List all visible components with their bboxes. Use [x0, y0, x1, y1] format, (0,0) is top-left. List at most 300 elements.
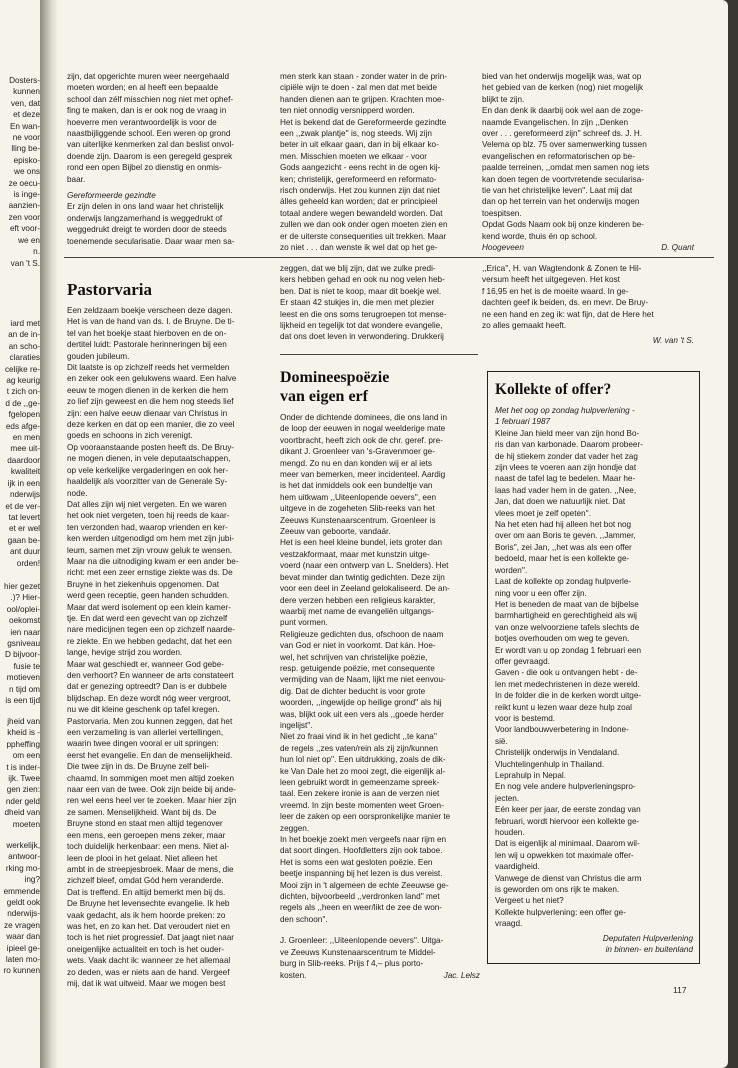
text-line: eerst het evangelie. En dan de menselijkheid. — [67, 750, 233, 760]
kollekte-signature-2: in binnen- en buitenland — [605, 945, 693, 955]
text-line: antwoor- — [8, 852, 40, 862]
text-line: Bruyne stond en staat men altijd tegenover — [67, 819, 223, 829]
text-line: paalde terreinen, ,,omdat men samen nog iets — [482, 163, 650, 173]
text-line: versum heeft het uitgegeven. Het kost — [482, 275, 620, 285]
pastorvaria-column-3 — [482, 263, 694, 347]
text-line: ipieel ge- — [6, 943, 40, 953]
pastorvaria-column-1 — [67, 305, 271, 989]
text-line: Vergeet u het niet? — [495, 896, 564, 906]
text-line: kend worde, thuis én op school. — [482, 231, 598, 241]
text-line: taal. Een zekere ironie is aan de verzen niet — [280, 789, 440, 799]
text-line: Laat de kollekte op zondag hulpverle- — [495, 577, 632, 587]
text-line: Boris'', zei Jan, ,,het was als een offer — [495, 542, 632, 552]
text-line: node. — [67, 488, 88, 498]
domineespoezie-title-line1: Domineespoëzie — [280, 369, 390, 386]
text-line: den verhoort? En wanneer de arts constateert — [67, 671, 234, 680]
text-line: ro kunnen — [3, 966, 40, 976]
text-line: Velema op blz. 75 over samenwerking tussen — [482, 140, 647, 150]
text-line: richt: met een zeer ernstige ziekte was ds. De — [67, 568, 233, 578]
text-line: Maar na die uitnodiging kwam er een ander be- — [67, 556, 239, 566]
text-line: werd geen receptie, geen handen schudden. — [67, 591, 230, 601]
text-line: 1 februari 1987 — [495, 417, 551, 427]
text-line: En nog vele andere hulpverleningspro- — [495, 782, 636, 792]
text-line: meer van bemerken, meer incidenteel. Aardig — [280, 470, 446, 480]
text-line: op vele kerkelijke vergaderingen en ook her- — [67, 465, 229, 475]
text-line: den schoon''. — [280, 914, 328, 924]
text-line: gouden jubileum. — [67, 351, 130, 361]
text-line: Op vooraanstaande posten heeft ds. De Bruy- — [67, 442, 235, 452]
text-line: dertitel luidt: Pastorale herinneringen bij een — [67, 340, 227, 350]
text-line: dan op het terrein van het onderwijs mogen — [482, 197, 640, 207]
text-line: over . . . gereformeerd zijn'' schreef ds. J. H. — [482, 129, 643, 139]
text-line: zullen we dan ook onder ogen moeten zien en — [280, 220, 448, 230]
text-line: vlees moet je zelf opeten''. — [495, 508, 591, 518]
left-fragment-bottom2 — [0, 716, 40, 830]
text-line: álles geheeld kan worden; dat er principieel — [280, 197, 438, 207]
text-line: zeggen. — [280, 823, 310, 833]
text-line: Dat alles zijn wij niet vergeten. En we waren — [67, 499, 227, 509]
top-column-2 — [280, 71, 480, 254]
text-line: eds afge- — [5, 421, 40, 431]
text-line: tje. En dat werd een gevecht van op zichzelf — [67, 613, 228, 623]
text-line: voor een deel in Zeeland gelokaliseerd. De an- — [280, 584, 450, 594]
text-line: dikant J. Groenleer van 's-Gravenmoer ge- — [280, 447, 435, 457]
text-line: Er wordt van u op zondag 1 februari een — [495, 645, 642, 655]
text-line: beetje inspanning bij het lezen is dus vereist. — [280, 869, 443, 879]
text-line: et deze — [13, 110, 40, 120]
text-line: dat ons doet leven in verwondering. Drukkerij — [280, 332, 444, 342]
text-line: Dosters- — [9, 76, 40, 85]
text-line: resp. getuigende poëzie, met consequente — [280, 663, 435, 673]
text-line: zijn: een halve eeuw dienaar van Christus in — [67, 408, 228, 418]
text-line: dat er genezing optreedt? Dan is er dubbele — [67, 682, 227, 692]
text-line: aanzien- — [8, 201, 40, 211]
text-line: chaamd. In sommigen moet men altijd zoeken — [67, 773, 235, 783]
text-line: regels als ,,heen en weer/likt de zee de won- — [280, 903, 443, 913]
text-line: reikt kunt u lezen waar deze hulp zoal — [495, 702, 632, 712]
text-line: Onder de dichtende dominees, die ons land in — [280, 413, 448, 422]
text-line: er de uiterste consequenties uit trekken. Maar — [280, 231, 447, 241]
text-line: weggedrukt dreigt te worden door de steeds — [67, 225, 227, 235]
text-line: rking mo- — [5, 863, 40, 873]
text-line: Dat is eigenlijk al minimaal. Daarom wil- — [495, 839, 640, 849]
text-line: en zeker ook een gelukwens waard. Een halve — [67, 374, 237, 384]
text-line: dichten, bijvoorbeeld ,,verdronken land'' met — [280, 892, 440, 902]
text-line: leer de zaken op een oorspronkelijke manier te — [280, 812, 451, 822]
text-line: En dan denk ik daarbij ook wel aan de zoge- — [482, 106, 644, 116]
text-line: een ,,zwak plantje'' is, nog steeds. Wij zijn — [280, 129, 432, 139]
text-line: tel van het boekje staat hierboven en de on- — [67, 328, 227, 338]
text-line: Het is van de hand van ds. I. de Bruyne. De ti- — [67, 317, 235, 327]
text-line: Maar dat werd isolement op een klein kamer- — [67, 602, 231, 612]
text-line: dheid van — [4, 808, 40, 818]
text-line: Die twee zijn in ds. De Bruyne zelf beli- — [67, 762, 209, 772]
text-line: zichzelf bleef, omdat Gód hem veranderde. — [67, 876, 224, 886]
text-line: zo lief zijn geweest en die hem nog steeds lief — [67, 397, 234, 407]
text-line: februari, wordt hiervoor een kollekte ge- — [495, 816, 640, 826]
text-line: Jan, dat doen we natuurlijk niet. Dat — [495, 497, 626, 507]
text-line: ambt in de streepjesbroek. Maar de mens, die — [67, 864, 234, 874]
text-line: waarin twee dingen vooral er uit springen: — [67, 739, 219, 749]
text-line: we ons — [14, 167, 40, 177]
text-line: cipiële wijn te doen - zal men dat met beide — [280, 83, 438, 93]
text-line: leen gebruikt wordt in gemeenzame spreek- — [280, 778, 440, 787]
text-line: haaldelijk als voorzitter van de Generale Sy- — [67, 477, 228, 487]
text-line: et er wel — [9, 524, 40, 534]
text-line: oekomst — [9, 616, 40, 626]
text-line: men. Misschien moeten we elkaar - voor — [280, 151, 427, 161]
text-line: bied van het onderwijs mogelijk was, wat op — [482, 72, 642, 81]
text-line: vraagd. — [495, 919, 523, 929]
text-line: doende zijn. Daarom is een geregeld gesprek — [67, 151, 233, 161]
text-line: mengd. Zo nu en dan konden wij er al iets — [280, 458, 433, 468]
text-line: nderwijs- — [7, 909, 40, 919]
text-line: geldt ook — [6, 898, 40, 908]
text-line: voor is bestemd. — [495, 713, 556, 723]
text-line: houden. — [495, 828, 525, 838]
text-line: is het dat inmiddels ook een bundeltje van — [280, 481, 433, 491]
text-line: ijk. Twee — [8, 774, 40, 784]
pastorvaria-signature: W. van 't S. — [652, 336, 694, 346]
text-line: een mens, een geroepen mens zeker, maar — [67, 830, 226, 840]
domineespoezie-last-word: kosten. — [280, 970, 307, 980]
text-line: blijdschap. En deze wordt nóg weer vergroot, — [67, 693, 231, 703]
text-line: handen dienen aan te grijpen. Krachten moe- — [280, 94, 445, 104]
domineespoezie-signature: Jac. Lelsz — [443, 970, 480, 980]
text-line: deze kerken en dat op een manier, die zo veel — [67, 420, 235, 430]
text-line: len met medechristenen in deze wereld. — [495, 679, 640, 689]
text-line: Gaven - die ook u ontvangen hebt - de- — [495, 668, 638, 678]
text-line: bevat minder dan twintig gedichten. Deze zijn — [280, 572, 445, 582]
domineespoezie-signature-line — [280, 970, 480, 981]
text-line: ze vragen — [4, 920, 40, 930]
text-line: rond een open Bijbel zo dienstig en onmis- — [67, 163, 222, 173]
text-line: toch is het niet progressief. Dat jaagt niet naar — [67, 933, 235, 943]
text-line: Maar wat geschiedt er, wanneer God gebe- — [67, 659, 225, 669]
text-line: ze samen. Menselijkheid. Want bij ds. De — [67, 807, 217, 817]
text-line: lange, hevige strijd zou worden. — [67, 648, 183, 658]
text-line: daardoor — [7, 455, 40, 465]
text-line: vreemd. In zijn beste momenten weet Groen- — [280, 800, 444, 810]
text-line: de loop der eeuwen in nogal weelderige mate — [280, 424, 446, 434]
text-line: .)? Hier- — [10, 593, 40, 603]
text-line: mij, dat ik wat uitweid. Maar we mogen best — [67, 978, 226, 988]
text-line: kan doen tegen de voortvretende secularisa- — [482, 174, 645, 184]
text-line: ning voor u een offer zijn. — [495, 588, 587, 598]
text-line: re ziekte. En we hebben gedacht, dat het een — [67, 636, 232, 646]
text-line: mee uit- — [10, 444, 40, 454]
text-line: van God er niet in voorkomt. Dat kán. Hoe- — [280, 641, 436, 651]
left-fragment-bottom3 — [0, 840, 40, 977]
text-line: kers hebben gehad en ook nu nog velen heb- — [280, 275, 445, 285]
text-line: school dan zélf misschien nog niet met ophef- — [67, 94, 234, 104]
text-line: eeuw te mogen dienen in de kerken die hem — [67, 385, 229, 395]
text-line: worden''. — [495, 565, 528, 575]
text-line: beter in uit elkaar gaan, dan in bij elkaar ko- — [280, 140, 439, 150]
text-line: Mooi zijn in 't algemeen de echte Zeeuwse ge- — [280, 880, 449, 890]
text-line: ant duur — [9, 547, 40, 557]
text-line: een verzameling is van allerlei vertellingen, — [67, 728, 224, 738]
text-line: iard met — [10, 319, 40, 328]
text-line: Voor landbouwverbetering in Indone- — [495, 725, 629, 735]
top-column-3 — [482, 71, 694, 254]
text-line: en men — [12, 433, 40, 443]
text-line: naar een van de twee. Ook zijn beide bij ande- — [67, 785, 236, 795]
text-line: leest en die ons soms terugroepen tot mense- — [280, 309, 447, 319]
text-line: ne een hand en zeg ik: wat fijn, dat de Here het — [482, 309, 654, 319]
text-line: kunnen — [13, 87, 40, 97]
text-line: onderwijs langzamerhand is weggedrukt of — [67, 213, 223, 223]
kollekte-body — [495, 405, 693, 956]
text-line: emmende — [3, 886, 40, 896]
text-line: ben. Dat is niet te koop, maar dit boekje wel. — [280, 286, 442, 296]
text-line: offer gevraagd. — [495, 656, 550, 666]
text-line: ,,Erica'', H. van Wagtendonk & Zonen te Hil- — [482, 264, 642, 273]
text-line: zo niet . . . dan wenste ik wel dat op het ge- — [280, 243, 438, 253]
text-line: ing? — [24, 875, 40, 885]
pastorvaria-title: Pastorvaria — [67, 280, 152, 299]
text-line: Vanwege de dienst van Christus die arm — [495, 873, 642, 883]
text-line: lling be- — [11, 144, 40, 154]
text-line: hem uitkwam ,,Uiteenlopende oevers'', een — [280, 492, 437, 502]
text-line: nder geld — [5, 796, 40, 806]
text-line: wel, het schrijven van christelijke poëzie, — [280, 652, 428, 662]
text-line: werkelijk, — [6, 841, 40, 850]
text-line: tie van het christelijke leven''. Laat mij dat — [482, 186, 633, 196]
page-gutter — [40, 0, 58, 1068]
text-line: naast de tafel lag te bedelen. Maar he- — [495, 474, 636, 484]
text-line: voerd (naar een ontwerp van L. Snelders). Het — [280, 561, 449, 571]
text-line: Na het eten had hij alleen het bot nog — [495, 520, 632, 530]
text-line: is geworden om ons rijk te maken. — [495, 885, 620, 895]
text-line: Het is beneden de maat van de bijbelse — [495, 599, 639, 609]
text-line: hoeverre men verantwoordelijk is voor de — [67, 117, 217, 127]
text-line: Gods aangezicht - eens recht in de ogen kij- — [280, 163, 441, 173]
text-line: gsniveau — [7, 639, 40, 649]
text-line: Christelijk onderwijs in Vendaland. — [495, 748, 620, 758]
domineespoezie-title-line2: van eigen erf — [280, 388, 368, 405]
text-line: Dat is treffend. En altijd bemerkt men bij ds. — [67, 887, 226, 897]
text-line: jecten. — [495, 793, 520, 803]
text-line: ne mogen dienen, in vele deputaatschappen, — [67, 454, 231, 464]
text-line: motieven — [6, 673, 40, 683]
text-line: zo alles gemaakt heeft. — [482, 321, 567, 331]
text-line: men sterk kan staan - zonder water in de prin- — [280, 72, 448, 81]
text-line: hier gezet — [4, 582, 40, 591]
text-line: waarbij met name de evangeliën uitgangs- — [280, 606, 434, 616]
text-line: we en — [18, 235, 40, 245]
text-line: goeds en schoons in zich verenigt. — [67, 431, 193, 441]
text-line: toenemende secularisatie. Daar waar men sa- — [67, 236, 235, 246]
text-line: van 't S. — [10, 258, 40, 268]
text-line: zijn vlees te voeren aan zijn hondje dat — [495, 463, 637, 473]
text-line: tat levert — [8, 512, 40, 522]
text-line: naamde Evangelischen. In zijn ,,Denken — [482, 117, 629, 127]
text-line: het ook niet vergeten, toen hij reeds de kaar- — [67, 511, 230, 521]
text-line: ten verzonden had, waarop vrienden en ker- — [67, 522, 228, 532]
page-number: 117 — [673, 985, 687, 995]
text-line: d de ,,ge- — [5, 398, 40, 408]
text-line: Zeeuws Kunstenaarscentrum. Groenleer is — [280, 515, 436, 525]
text-line: nderwijs — [9, 490, 40, 500]
top-signature-place: Hoogeveen — [482, 243, 524, 253]
text-line: In het boekje zoekt men vergeefs naar rijm en — [280, 835, 447, 845]
text-line: claraties — [9, 353, 40, 363]
text-line: evangelischen en reformatorischen op be- — [482, 151, 635, 161]
pastorvaria-column-2 — [280, 263, 480, 343]
text-line: gen zien: — [6, 785, 40, 795]
text-line: toespitsen. — [482, 208, 522, 218]
text-line: voortbracht, heeft zich ook de chr. geref. pre- — [280, 435, 443, 445]
text-line: fgelopen — [8, 410, 40, 420]
text-line: t zich on- — [6, 387, 40, 397]
text-line: de regels ,,zes vaten/rein als zij zijn/kunnen — [280, 743, 438, 753]
text-line: om een — [12, 751, 40, 761]
domineespoezie-title — [280, 368, 389, 406]
text-line: an de in- — [8, 330, 40, 340]
text-line: ingelijst''. — [280, 720, 313, 730]
text-line: zen voor — [8, 212, 40, 222]
text-line: leum, samen met zijn vrouw geluk te wensen. — [67, 545, 233, 555]
text-line: zijn, dat opgerichte muren weer neergehaald — [67, 72, 230, 81]
top-signature-author: D. Quant — [661, 243, 694, 253]
text-line: oneigenlijke actualiteit en toch is het ouder- — [67, 944, 225, 954]
text-line: risch onderwijs. Het zou kunnen zijn dat niet — [280, 186, 440, 196]
text-line: Dit laatste is op zichzelf reeds het vermelden — [67, 363, 230, 373]
text-line: In de folder die in de kerken wordt uitge- — [495, 691, 642, 701]
text-line: lijkheid en tegelijk tot dat wondere evangelie, — [280, 321, 443, 331]
text-line: Zeeuw van geboorte, vandaár. — [280, 527, 391, 537]
text-line: ze oecu- — [8, 178, 40, 188]
top-signature — [482, 242, 694, 253]
text-line: barmhartigheid en gerechtigheid als wij — [495, 611, 637, 621]
text-line: En wan- — [9, 121, 40, 131]
text-line: ke Van Dale het zo mooi zegt, die eigenlijk al- — [280, 766, 446, 776]
text-line: Het is soms een wat gesloten poëzie. Een — [280, 857, 433, 867]
section-divider — [64, 257, 714, 258]
text-line: dere verzen hebben een religieus karakter, — [280, 595, 436, 605]
text-line: Opdat Gods Naam ook bij onze kinderen be- — [482, 220, 645, 230]
text-line: ris dan van karbonade. Daarom probeer- — [495, 440, 643, 450]
text-line: Vluchtelingenhulp in Thailand. — [495, 759, 605, 769]
text-line: moeten worden; en al heeft een bepaalde — [67, 83, 219, 93]
text-line: De Bruyne het levensechte evangelie. Ik heb — [67, 899, 230, 909]
kollekte-signature-1: Deputaten Hulpverlening — [602, 933, 693, 943]
text-line: bedoeld, maar het is een kollekte ge- — [495, 554, 630, 564]
text-line: Er zijn delen in ons land waar het christelijk — [67, 202, 224, 212]
text-line: woorden, ,,ingewijde op heilige grond'' als hij — [280, 698, 442, 708]
domineespoezie-body — [280, 412, 480, 981]
text-line: kwaliteit — [10, 467, 40, 477]
text-line: sië. — [495, 736, 508, 746]
text-line: jheid van — [7, 717, 40, 726]
text-line: laas had vader hem in de gaten. ,,Nee, — [495, 485, 637, 495]
text-line: Leprahulp in Nepal. — [495, 771, 567, 780]
text-line: len wij u opwekken tot maximale offer- — [495, 850, 634, 860]
text-line: baar. — [67, 174, 86, 184]
text-line: Het is een heel kleine bundel, iets groter dan — [280, 538, 443, 548]
left-fragment-middle — [0, 318, 40, 569]
text-line: moeten — [12, 819, 40, 829]
kollekte-title: Kollekte of offer? — [495, 381, 612, 398]
text-line: Niet zo fraai vind ik in het gedicht ,,te kana'' — [280, 732, 437, 742]
text-line: kheid is - — [7, 728, 40, 738]
text-line: celijke re- — [4, 364, 40, 374]
text-line: zeggen, dat we blij zijn, dat we zulke predi- — [280, 264, 436, 273]
text-line: ag keurig — [6, 376, 40, 386]
text-line: naastbijliggende school. Een weren op grond — [67, 129, 231, 139]
text-line: n. — [33, 247, 40, 257]
text-line: laten mo- — [5, 955, 40, 965]
text-line: leen de plooi in het gelaat. Niet alleen het — [67, 853, 218, 863]
text-line: toch duidelijk herkenbaar: een mens. Niet al- — [67, 842, 230, 852]
text-line: t is inder- — [6, 762, 40, 772]
text-line: gaan be- — [7, 535, 40, 545]
text-line: vermijding van de Naam, lijkt me niet eenvou- — [280, 675, 446, 685]
text-line: dachten geef ik beiden, ds. en mevr. De Bruy- — [482, 298, 649, 308]
text-line: nu we dit kleine geschenk op tafel kregen. — [67, 705, 220, 715]
text-line: is een tijd — [5, 696, 40, 706]
text-line: fing te maken, dan is er ook nog de vraag in — [67, 106, 227, 116]
text-line: Er staan 42 stukjes in, die men met plezier — [280, 298, 435, 308]
text-line: Met het oog op zondag hulpverlening - — [495, 406, 635, 415]
text-line: het gebied van de kerken (nog) niet mogelijk — [482, 83, 644, 93]
text-line: Eén keer per jaar, de eerste zondag van — [495, 805, 641, 815]
text-line: ool/oplei- — [6, 604, 40, 614]
text-line: ne voor — [12, 133, 40, 143]
text-line: an scho- — [8, 341, 40, 351]
left-fragment-top — [0, 75, 40, 269]
text-line: ten niet onnodig versnipperd worden. — [280, 106, 415, 116]
text-line: zo deden, was er niets aan de hand. Vergeef — [67, 967, 230, 977]
text-line: J. Groenleer: ,,Uiteenlopende oevers''. Uitga- — [280, 936, 444, 946]
text-line: Kollekte hulpverlening: een offer ge- — [495, 907, 626, 917]
text-line: n tijd om — [9, 684, 40, 694]
text-line: ken werden uitgenodigd om hem met zijn jubi- — [67, 534, 235, 544]
text-line: ve Zeeuws Kunstenaarscentrum te Middel- — [280, 947, 436, 957]
text-line: nare medicijnen tegen een op zichzelf naarde- — [67, 625, 235, 635]
text-line: ien naar — [10, 627, 40, 637]
text-line: Religieuze gedichten dus, ofschoon de naam — [280, 629, 444, 639]
text-line: orden! — [16, 558, 40, 568]
text-line: ijk in een — [7, 478, 40, 488]
text-line: van uiterlijke kenmerken zal dan beslist onvol- — [67, 140, 235, 150]
text-line: hun lol niet op''. Een uitdrukking, zoals de dik- — [280, 755, 446, 765]
text-line: is inge- — [13, 190, 40, 200]
text-line: botjes overhouden om weg te geven. — [495, 634, 630, 644]
text-line: Bruyne in het ziekenhuis opgenomen. Dat — [67, 579, 220, 589]
text-line: et de ver- — [5, 501, 40, 511]
text-line: burg in Slib-reeks. Prijs f 4,– plus porto- — [280, 959, 424, 969]
text-line: over om aan Boris te geven. ,,Jammer, — [495, 531, 636, 541]
text-line: f 16,95 en het is de moeite waard. In ge- — [482, 286, 629, 296]
text-line: Een zeldzaam boekje verscheen deze dagen. — [67, 306, 233, 315]
text-line: vestzakformaat, maar met kunstzin uitge- — [280, 549, 430, 559]
text-line: vaak gedacht, als ik hem hoorde preken: zo — [67, 910, 226, 920]
text-line: Pastorvaria. Men zou kunnen zeggen, dat het — [67, 716, 233, 726]
text-line: ven, dat — [10, 98, 40, 108]
top-column-1 — [67, 71, 271, 247]
text-line: eft voor- — [9, 224, 40, 234]
text-line: Kleine Jan hield meer van zijn hond Bo- — [495, 428, 640, 438]
text-line: episko- — [13, 155, 40, 165]
text-line: was, blijkt ook uit een vers als ,,goede herder — [280, 709, 444, 719]
text-line: punt vormen. — [280, 618, 328, 628]
text-line: dat soort dingen. Hoofdletters zijn ook taboe. — [280, 846, 443, 856]
text-line: waar dan — [6, 932, 40, 942]
text-line: ren wel eens heel ver te zoeken. Maar hier zijn — [67, 796, 237, 806]
text-line: was het, en zo kan het. Dat veroudert niet en — [67, 921, 230, 931]
